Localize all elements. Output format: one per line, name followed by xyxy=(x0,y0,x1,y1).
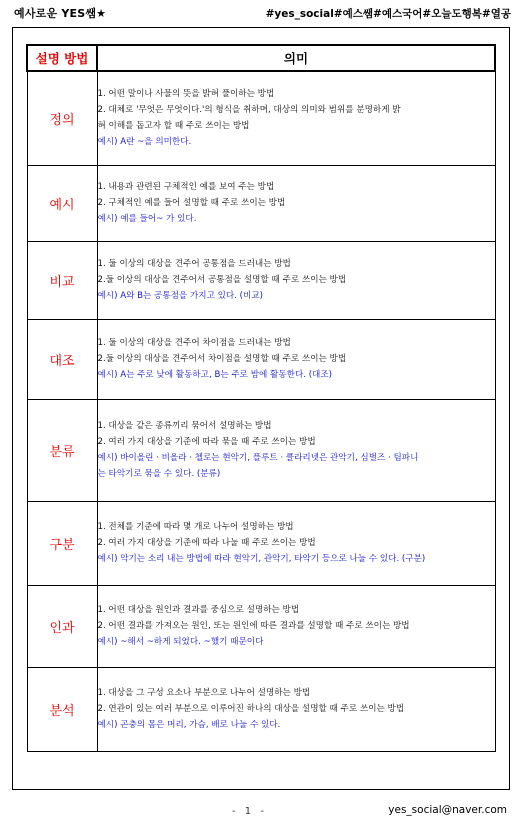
description-line: 혀 이해를 돕고자 할 때 주로 쓰이는 방법 xyxy=(97,121,250,132)
method-cell: 정의 xyxy=(27,71,97,165)
description-line: 2. 구체적인 예를 들어 설명할 때 주로 쓰이는 방법 xyxy=(97,198,286,208)
table-row xyxy=(27,501,495,585)
page-header xyxy=(14,4,511,22)
explanation-methods-table xyxy=(26,44,496,752)
meaning-cell xyxy=(97,71,495,165)
example-line: 예시) A란 ~을 의미한다. xyxy=(97,137,192,148)
description-line: 1. 대상을 같은 종류끼리 묶어서 설명하는 방법 xyxy=(97,421,272,431)
description-line: 1. 어떤 말이나 사물의 뜻을 밝혀 풀이하는 방법 xyxy=(97,89,275,100)
description-line: 1. 둘 이상의 대상을 견주어 공통점을 드러내는 방법 xyxy=(97,259,291,269)
description-line: 2. 여러 가지 대상을 기준에 따라 나눌 때 주로 쓰이는 방법 xyxy=(97,538,316,548)
example-line: 예시) 예를 들어~ 가 있다. xyxy=(97,214,197,224)
meaning-cell xyxy=(97,319,495,399)
meaning-cell xyxy=(97,241,495,319)
example-line: 예시) 악기는 소리 내는 방법에 따라 현악기, 관악기, 타악기 등으로 나눌 수 있다. (구분) xyxy=(97,554,426,564)
table-row xyxy=(27,71,495,165)
description-line: 1. 내용과 관련된 구체적인 예를 보여 주는 방법 xyxy=(97,182,275,192)
footer-email: yes_social@naver.com xyxy=(388,804,507,816)
description-line: 2. 여러 가지 대상을 기준에 따라 묶을 때 주로 쓰이는 방법 xyxy=(97,437,316,447)
method-cell: 구분 xyxy=(27,501,97,585)
header-meaning: 의미 xyxy=(97,45,495,71)
table-row xyxy=(27,241,495,319)
example-line: 예시) A와 B는 공통점을 가지고 있다. (비교) xyxy=(97,291,263,301)
method-cell: 예시 xyxy=(27,165,97,241)
meaning-cell xyxy=(97,585,495,667)
description-line: 2. 연관이 있는 여러 부분으로 이루어진 하나의 대상을 설명할 때 주로 쓰이는 방법 xyxy=(97,704,405,714)
description-line: 1. 전체를 기준에 따라 몇 개로 나누어 설명하는 방법 xyxy=(97,522,294,532)
description-line: 1. 대상을 그 구성 요소나 부분으로 나누어 설명하는 방법 xyxy=(97,688,311,698)
table-row xyxy=(27,585,495,667)
method-cell: 분석 xyxy=(27,667,97,751)
method-cell: 인과 xyxy=(27,585,97,667)
example-line: 예시) 곤충의 몸은 머리, 가슴, 배로 나눌 수 있다. xyxy=(97,720,281,730)
description-line: 2. 어떤 결과를 가져오는 원인, 또는 원인에 따른 결과를 설명할 때 주로 쓰이는 방법 xyxy=(97,621,410,631)
meaning-cell xyxy=(97,165,495,241)
description-line: 2.둘 이상의 대상을 견주어서 차이점을 설명할 때 주로 쓰이는 방법 xyxy=(97,354,347,364)
meaning-cell xyxy=(97,399,495,501)
table-row xyxy=(27,399,495,501)
method-cell: 비교 xyxy=(27,241,97,319)
description-line: 2. 대체로 '무엇은 무엇이다.'의 형식을 취하며, 대상의 의미와 범위를 분명하게 밝 xyxy=(97,105,401,116)
table-row xyxy=(27,319,495,399)
example-line: 예시) ~해서 ~하게 되었다. ~했기 때문이다 xyxy=(97,637,264,647)
meaning-cell xyxy=(97,667,495,751)
description-line: 1. 어떤 대상을 원인과 결과를 중심으로 설명하는 방법 xyxy=(97,605,300,615)
description-line: 2.둘 이상의 대상을 견주어서 공통점을 설명할 때 주로 쓰이는 방법 xyxy=(97,275,347,285)
example-line: 예시) A는 주로 낮에 활동하고, B는 주로 밤에 활동한다. (대조) xyxy=(97,370,333,380)
example-line: 예시) 바이올린 · 비올라 · 첼로는 현악기, 플루트 · 클라리넷은 관악기, 심벌즈 · 팀파니 xyxy=(97,453,419,463)
table-row xyxy=(27,667,495,751)
table-body xyxy=(27,71,495,751)
example-line: 는 타악기로 묶을 수 있다. (분류) xyxy=(97,469,221,479)
method-cell: 대조 xyxy=(27,319,97,399)
header-method: 설명 방법 xyxy=(27,45,97,71)
method-cell: 분류 xyxy=(27,399,97,501)
meaning-cell xyxy=(97,501,495,585)
table-row xyxy=(27,165,495,241)
header-title: 예사로운 YES쌤★ xyxy=(14,7,107,20)
page-number: - 1 - xyxy=(232,806,267,817)
table-header-row xyxy=(27,45,495,71)
description-line: 1. 둘 이상의 대상을 견주어 차이점을 드러내는 방법 xyxy=(97,338,291,348)
header-hashtags: #yes_social#예스쌤#예스국어#오늘도행복#열공 xyxy=(265,7,511,20)
